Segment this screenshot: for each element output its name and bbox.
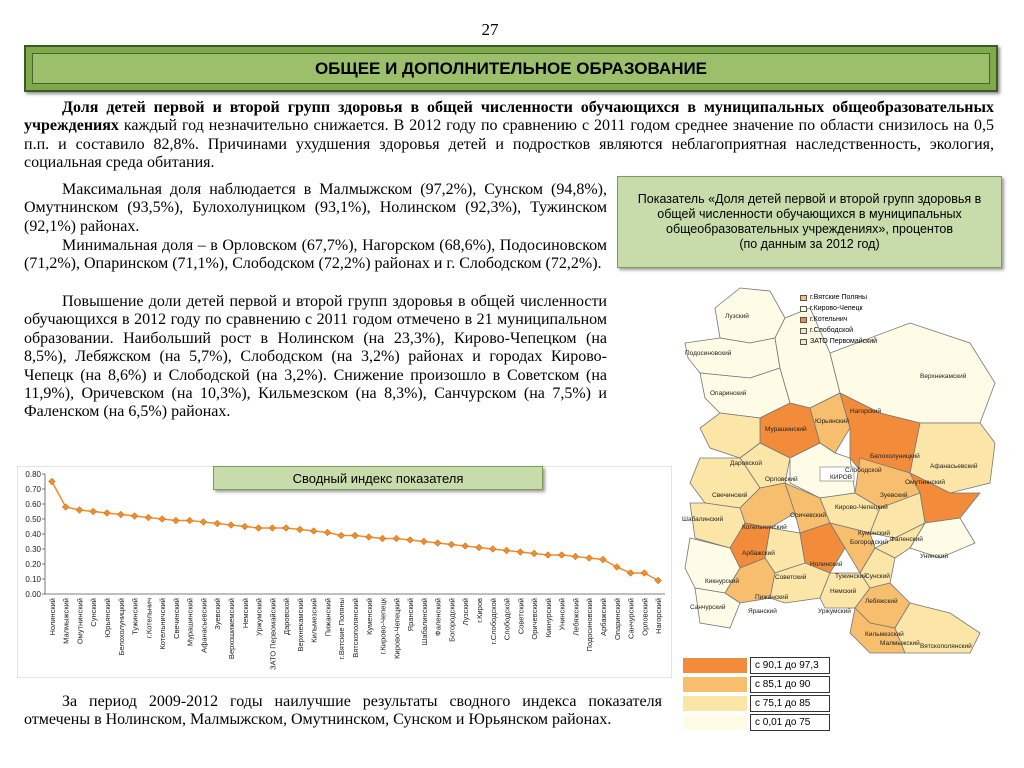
x-tick-label: Белохолуницкий: [116, 598, 126, 656]
intro-bold: Доля детей первой и второй групп здоровья в общей численности обучающихся в муниципальных общеобразовательных учреждениях: [24, 99, 994, 135]
indicator-caption-main: Показатель «Доля детей первой и второй групп здоровья в общей численности обучающихся в муниципальных общеобразовательных учреждениях», процентов: [637, 192, 982, 236]
x-tick-label: Пижанский: [323, 598, 333, 637]
map-district-label: Санчурский: [690, 604, 726, 611]
map-district-label: Нагорский: [850, 408, 882, 415]
conclusion-text: За период 2009-2012 годы наилучшие результаты сводного индекса показателя отмечены в Нолинском, Малмыжском, Омутнинском, Сунском и Юрьянском районах.: [24, 693, 662, 729]
map-district-label: Арбажский: [742, 550, 775, 557]
y-tick-label: 0.00: [25, 590, 41, 599]
max-paragraph: [24, 181, 607, 236]
map-district-label: Слободской: [845, 467, 882, 474]
x-tick-label: Омутнинский: [75, 598, 85, 645]
x-tick-label: Нагорский: [654, 598, 664, 634]
y-tick-label: 0.60: [25, 500, 41, 509]
x-tick-label: Лузский: [461, 598, 471, 626]
map-district-label: Немский: [830, 588, 857, 595]
map-district-label: Советский: [775, 574, 807, 581]
scale-legend-item: [682, 656, 832, 675]
map-district: [685, 338, 780, 378]
x-tick-label: Мурашинский: [185, 598, 195, 647]
map-district-label: Кирово-Чепецкий: [835, 504, 888, 511]
x-tick-label: Свечинский: [171, 598, 181, 639]
map-district-label: Белохолуницкий: [870, 453, 920, 460]
map-district-label: Фаленский: [890, 536, 923, 543]
city-legend-swatch: [800, 328, 807, 334]
y-tick-label: 0.50: [25, 515, 41, 524]
x-tick-label: Вятскополянский: [351, 598, 360, 658]
x-tick-label: Фаленский: [433, 598, 443, 636]
x-tick-label: Подосиновский: [585, 598, 595, 652]
map-district-label: Шабалинский: [682, 516, 724, 523]
y-tick-label: 0.40: [25, 530, 41, 539]
scale-label: с 75,1 до 85: [750, 695, 830, 712]
city-legend-item: ЗАТО Первомайский: [800, 336, 877, 347]
x-tick-label: Унинский: [557, 598, 567, 631]
map-district-label: Мурашинский: [765, 426, 807, 433]
x-tick-label: Опаринский: [612, 598, 622, 640]
map-district-label: КИРОВ: [830, 474, 853, 481]
scale-swatch: [682, 657, 748, 674]
map-district-label: Котельничский: [742, 524, 787, 531]
change-text: Повышение доли детей первой и второй групп здоровья в общей численности обучающихся в 2012 году по сравнению с 2011 годом отмечено в 21 муниципальном образовании. Наибольший рост в Нолинском (на 23,3%), Кирово-Чепецком (на 8,5%), Лебяжском (на 5,7%), Слободском (на 3,2%) районах и городах Кирово-Чепецк (на 8,6%) и Слободской (на 3,2%). Снижение произошло в Советском (на 11,9%), Оричевском (на 10,3%), Кильмезском (на 8,3%), Санчурском (на 7,5%) и Фаленском (на 6,5%) районах.: [24, 293, 607, 421]
y-tick-label: 0.30: [25, 545, 41, 554]
max-text: Максимальная доля наблюдается в Малмыжском (97,2%), Сунском (94,8%), Омутнинском (93,5%), Булохолуницком (93,1%), Нолинском (92,3%), Тужинском (92,1%) районах.: [24, 181, 607, 235]
x-tick-label: Юрьянский: [103, 598, 112, 638]
map-district-label: Свечинский: [712, 492, 748, 499]
x-tick-label: Уржумский: [254, 598, 264, 636]
y-tick-label: 0.80: [25, 470, 41, 479]
indicator-caption: [617, 176, 1002, 268]
city-legend-swatch: [800, 317, 807, 323]
intro-rest: каждый год незначительно снижается. В 2012 году по сравнению с 2011 годом среднее значение по области снизилось на 0,5 п.п. и составило 82,8%. Причинами ухудшения здоровья детей и подростков являются неблагоприятная наследственность, экология, социальная среда обитания.: [24, 117, 994, 172]
map-district-label: Афанасьевский: [930, 463, 978, 470]
map-district-label: Унинский: [920, 553, 949, 560]
x-tick-label: г.Вятские Поляны: [337, 598, 347, 660]
x-tick-label: Зуевский: [213, 598, 223, 630]
x-tick-label: Верхошижемский: [227, 598, 236, 660]
conclusion-paragraph: [24, 693, 662, 730]
x-tick-label: Орловский: [640, 598, 650, 636]
x-tick-label: г.Слободской: [488, 598, 498, 645]
x-tick-label: Куменский: [364, 598, 374, 635]
x-tick-label: Санчурский: [626, 598, 636, 639]
map-district-label: Юрьянский: [815, 418, 850, 425]
map-district-label: Лузский: [725, 313, 749, 320]
map-district-label: Богородский: [850, 539, 888, 546]
map-district-label: Нолинский: [810, 561, 843, 568]
map-district-label: Опаринский: [710, 390, 747, 397]
x-tick-label: ЗАТО Первомайский: [268, 598, 278, 670]
city-legend-item: г.Вятские Поляны: [800, 292, 877, 303]
map-scale-legend: [682, 656, 832, 732]
indicator-caption-year: (по данным за 2012 год): [739, 237, 880, 251]
map-district-label: Орловский: [765, 476, 798, 483]
x-tick-label: Верхнекамский: [295, 598, 305, 652]
city-legend-item: г.Кирово-Чепецк: [800, 303, 877, 314]
city-legend-swatch: [800, 306, 807, 312]
scale-swatch: [682, 676, 748, 693]
y-tick-label: 0.10: [25, 575, 41, 584]
city-legend-item: г.Слободской: [800, 325, 877, 336]
x-tick-label: Немский: [240, 598, 250, 629]
x-tick-label: Кильмезский: [309, 598, 319, 643]
scale-label: с 85,1 до 90: [750, 676, 830, 693]
x-tick-label: Нолинский: [47, 598, 57, 636]
x-tick-label: Арбажский: [599, 598, 608, 636]
map-district-label: Куменский: [858, 530, 890, 537]
map-district-label: Кикнурский: [705, 578, 739, 585]
scale-label: с 90,1 до 97,3: [750, 657, 830, 674]
scale-swatch: [682, 714, 748, 731]
scale-legend-item: [682, 675, 832, 694]
x-tick-label: Советский: [516, 598, 526, 635]
y-tick-label: 0.20: [25, 560, 41, 569]
map-district-label: Подосиновский: [685, 350, 732, 357]
map-district-label: Вятскополянский: [920, 643, 972, 650]
x-tick-label: г.Котельнич: [144, 598, 154, 639]
map-district-label: Зуевский: [880, 492, 908, 499]
city-legend-swatch: [800, 339, 807, 345]
x-tick-label: Богородский: [447, 598, 457, 642]
x-tick-label: Малмыжский: [61, 598, 71, 644]
scale-label: с 0,01 до 75: [750, 714, 830, 731]
x-tick-label: Шабалинский: [419, 598, 429, 646]
x-tick-label: Афанасьевский: [199, 598, 209, 653]
x-tick-label: Тужинский: [130, 598, 140, 635]
map-district-label: Яранский: [748, 608, 777, 615]
map-district-label: Кильмезский: [865, 631, 904, 638]
map-district-label: Верхнекамский: [920, 373, 967, 380]
y-tick-label: 0.70: [25, 485, 41, 494]
map-district-label: Сунский: [865, 573, 890, 580]
intro-paragraph: [24, 99, 994, 173]
x-tick-label: Яранский: [406, 598, 416, 632]
map-district-label: Лебяжский: [865, 598, 898, 605]
page-number: 27: [481, 20, 499, 39]
index-chart: [17, 466, 672, 678]
index-caption: Сводный индекс показателя: [213, 466, 543, 490]
x-tick-label: Кирово-Чепецкий: [392, 598, 402, 659]
map-district-label: Омутнинский: [905, 479, 945, 486]
city-legend-swatch: [800, 295, 807, 301]
map-district-label: Пижанский: [755, 594, 789, 601]
map-district-label: Малмыжский: [880, 640, 920, 647]
x-tick-label: Оричевский: [530, 598, 540, 640]
x-tick-label: Лебяжский: [571, 598, 581, 636]
scale-legend-item: [682, 694, 832, 713]
x-tick-label: Даровской: [282, 598, 292, 635]
x-tick-label: Кикнурский: [543, 598, 553, 638]
min-paragraph: [24, 237, 607, 274]
title-banner: [24, 45, 998, 92]
min-text: Минимальная доля – в Орловском (67,7%), Нагорском (68,6%), Подосиновском (71,2%), Опаринском (71,1%), Слободском (72,2%) районах и г. Слободском (72,2%).: [24, 237, 607, 273]
x-tick-label: г.Киров: [475, 598, 484, 623]
scale-swatch: [682, 695, 748, 712]
city-legend-item: г.Котельнич: [800, 314, 877, 325]
index-line-chart: [17, 466, 672, 678]
change-paragraph: [24, 293, 607, 422]
scale-legend-item: [682, 713, 832, 732]
map-district-label: Даровской: [730, 460, 763, 467]
x-tick-label: Слободской: [502, 598, 512, 641]
x-tick-label: г.Кирово-Чепецк: [378, 598, 388, 655]
map-district-label: Оричевский: [790, 512, 827, 519]
page-title: ОБЩЕЕ И ДОПОЛНИТЕЛЬНОЕ ОБРАЗОВАНИЕ: [32, 53, 990, 84]
x-tick-label: Котельничский: [158, 598, 168, 650]
city-legend: [800, 292, 877, 347]
map-district-label: Тужинский: [835, 573, 867, 580]
x-tick-label: Сунский: [89, 598, 99, 627]
map-district-label: Уржумский: [818, 608, 851, 615]
